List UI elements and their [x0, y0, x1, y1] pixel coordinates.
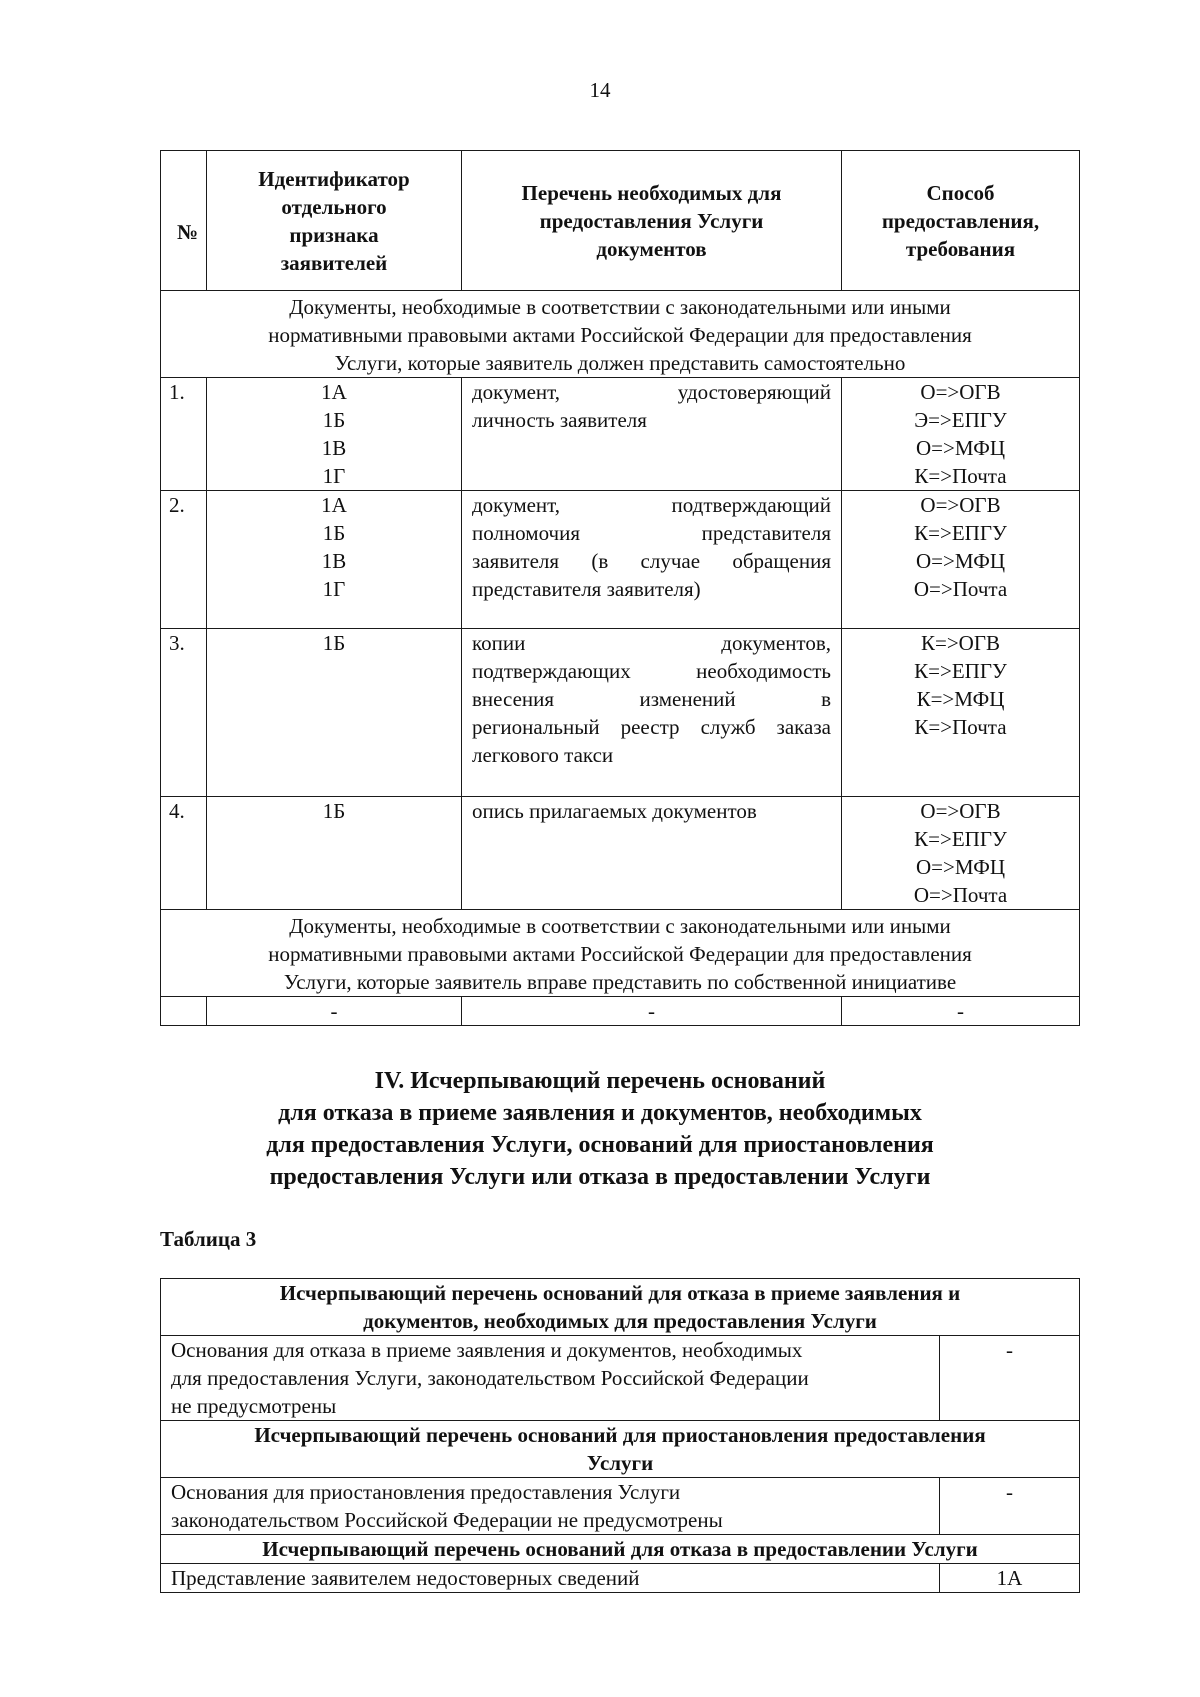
reason-cell [161, 1478, 940, 1535]
row-method: О=>МФЦ [915, 855, 1005, 879]
reason-cell [161, 1336, 940, 1421]
row-method: Э=>ЕПГУ [914, 408, 1007, 432]
row-method: О=>МФЦ [915, 436, 1005, 460]
row-method: О=>Почта [913, 883, 1008, 907]
section-row-optional [161, 910, 1080, 997]
row-document [462, 797, 842, 910]
table-caption: Таблица 3 [160, 1227, 257, 1251]
row-document-line: легкового такси [472, 743, 614, 767]
row-method: К=>Почта [914, 715, 1007, 739]
row-number: 4. [161, 797, 207, 910]
table-row [161, 629, 1080, 797]
row-document-line: подтверждающих необходимость [472, 659, 831, 683]
reason-line: Основания для приостановления предоставления Услуги [171, 1480, 681, 1504]
header-identifier-line: заявителей [280, 250, 388, 275]
row-id: 1В [321, 549, 347, 573]
section-heading [0, 1065, 1200, 1193]
row-document-line: заявителя (в случае обращения [472, 549, 831, 573]
section-heading-line: IV. Исчерпывающий перечень оснований [374, 1068, 826, 1094]
subsection-title-line: Услуги [586, 1451, 654, 1475]
header-identifier [207, 151, 462, 291]
row-document-line: региональный реестр служб заказа [472, 715, 831, 739]
row-methods [842, 378, 1080, 491]
row-document: - [462, 997, 842, 1026]
row-id: 1Б [322, 521, 346, 545]
table-row [161, 1478, 1080, 1535]
row-ids [207, 378, 462, 491]
section-heading-line: для отказа в приеме заявления и документов, необходимых [278, 1100, 922, 1126]
value-cell: - [940, 1478, 1080, 1535]
reason-line: не предусмотрены [171, 1394, 337, 1418]
row-method: О=>ОГВ [920, 380, 1001, 404]
table-row [161, 1336, 1080, 1421]
row-document [462, 378, 842, 491]
section-line: Документы, необходимые в соответствии с законодательными или иными [289, 914, 951, 938]
header-identifier-line: признака [289, 222, 379, 247]
section-line: нормативными правовыми актами Российской Федерации для предоставления [268, 942, 972, 966]
subsection-title [161, 1421, 1080, 1478]
row-id: 1В [321, 436, 347, 460]
value-cell: 1А [940, 1564, 1080, 1593]
header-number: № [161, 151, 207, 291]
subsection-row [161, 1279, 1080, 1336]
header-method-line: требования [905, 236, 1016, 261]
row-document-line: копии документов, [472, 631, 831, 655]
table-row-optional [161, 997, 1080, 1026]
documents-table [160, 150, 1080, 1026]
row-method: К=>ЕПГУ [914, 827, 1007, 851]
row-document [462, 491, 842, 629]
row-ids [207, 491, 462, 629]
row-methods [842, 797, 1080, 910]
reason-line: для предоставления Услуги, законодательством Российской Федерации [171, 1366, 809, 1390]
row-document-line: представителя заявителя) [472, 577, 701, 601]
header-method-line: Способ [926, 180, 995, 205]
section-heading-line: для предоставления Услуги, оснований для приостановления [266, 1132, 934, 1158]
row-number: 3. [161, 629, 207, 797]
header-documents-line: предоставления Услуги [539, 208, 764, 233]
row-method: К=>ЕПГУ [914, 659, 1007, 683]
row-document-line: внесения изменений в [472, 687, 831, 711]
header-identifier-line: отдельного [281, 194, 387, 219]
table-header-row [161, 151, 1080, 291]
row-number: 1. [161, 378, 207, 491]
row-document-line: личность заявителя [472, 408, 647, 432]
row-method: К=>Почта [914, 464, 1007, 488]
row-ids: - [207, 997, 462, 1026]
row-method: О=>ОГВ [920, 493, 1001, 517]
row-id: 1Б [322, 631, 346, 655]
row-number [161, 997, 207, 1026]
subsection-title-line: Исчерпывающий перечень оснований для приостановления предоставления [254, 1423, 986, 1447]
row-document-line: документ, подтверждающий [472, 493, 831, 517]
subsection-row [161, 1421, 1080, 1478]
row-id: 1Б [322, 408, 346, 432]
row-id: 1А [321, 380, 347, 404]
row-id: 1Г [322, 464, 346, 488]
header-method-line: предоставления, [881, 208, 1040, 233]
header-documents-line: документов [596, 236, 707, 261]
row-id: 1Г [322, 577, 346, 601]
reason-line: Основания для отказа в приеме заявления и документов, необходимых [171, 1338, 803, 1362]
section-line: нормативными правовыми актами Российской Федерации для предоставления [268, 323, 972, 347]
row-methods: - [842, 997, 1080, 1026]
refusal-grounds-table [160, 1278, 1080, 1593]
row-ids [207, 797, 462, 910]
row-number: 2. [161, 491, 207, 629]
section-line: Услуги, которые заявитель должен представить самостоятельно [334, 351, 906, 375]
table-row [161, 797, 1080, 910]
row-method: О=>ОГВ [920, 799, 1001, 823]
subsection-title-line: Исчерпывающий перечень оснований для отказа в приеме заявления и [279, 1281, 961, 1305]
row-document-line: полномочия представителя [472, 521, 831, 545]
section-line: Услуги, которые заявитель вправе представить по собственной инициативе [283, 970, 957, 994]
section-line: Документы, необходимые в соответствии с законодательными или иными [289, 295, 951, 319]
header-documents [462, 151, 842, 291]
header-identifier-line: Идентификатор [258, 166, 410, 191]
table-row [161, 1564, 1080, 1593]
row-id: 1А [321, 493, 347, 517]
row-methods [842, 491, 1080, 629]
row-document [462, 629, 842, 797]
subsection-title [161, 1279, 1080, 1336]
section-required-cell [161, 291, 1080, 378]
reason-line: законодательством Российской Федерации не предусмотрены [171, 1508, 723, 1532]
row-ids [207, 629, 462, 797]
page-number: 14 [589, 78, 611, 102]
row-document-line: документ, удостоверяющий [472, 380, 831, 404]
header-method [842, 151, 1080, 291]
row-id: 1Б [322, 799, 346, 823]
table-row [161, 378, 1080, 491]
subsection-row [161, 1535, 1080, 1564]
reason-cell: Представление заявителем недостоверных сведений [161, 1564, 940, 1593]
subsection-title: Исчерпывающий перечень оснований для отказа в предоставлении Услуги [161, 1535, 1080, 1564]
row-document-line: опись прилагаемых документов [472, 799, 757, 823]
row-method: К=>ЕПГУ [914, 521, 1007, 545]
row-method: К=>ОГВ [920, 631, 1000, 655]
section-heading-line: предоставления Услуги или отказа в предоставлении Услуги [269, 1164, 931, 1190]
header-documents-line: Перечень необходимых для [521, 180, 782, 205]
section-optional-cell [161, 910, 1080, 997]
section-row-required [161, 291, 1080, 378]
value-cell: - [940, 1336, 1080, 1421]
row-method: О=>МФЦ [915, 549, 1005, 573]
row-method: К=>МФЦ [916, 687, 1005, 711]
subsection-title-line: документов, необходимых для предоставления Услуги [363, 1309, 877, 1333]
row-method: О=>Почта [913, 577, 1008, 601]
table-row [161, 491, 1080, 629]
row-methods [842, 629, 1080, 797]
